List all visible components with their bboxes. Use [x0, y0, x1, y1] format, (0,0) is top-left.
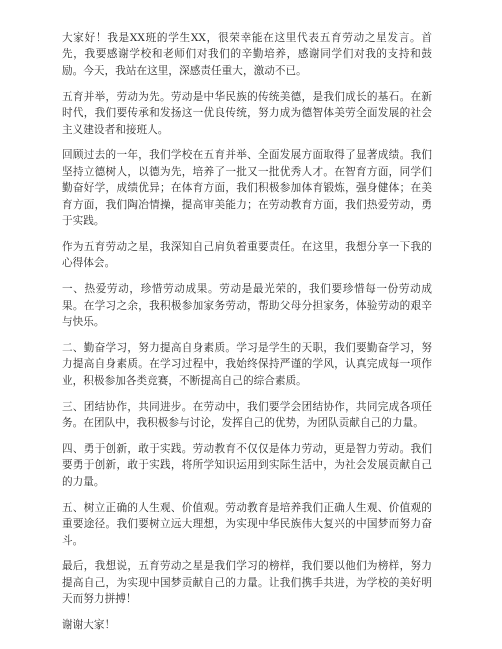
paragraph-thanks: 谢谢大家！: [62, 619, 116, 632]
paragraph-labor-first: 五育并举，劳动为先。劳动是中华民族的传统美德，是我们成长的基石。在新时代，我们要传承和发扬这一优良传统，努力成为德智体美劳全面发展的社会主义建设者和接班人。: [62, 90, 432, 136]
paragraph-conclusion: 最后，我想说，五育劳动之星是我们学习的榜样，我们要以他们为榜样，努力提高自己，为实现中国梦贡献自己的力量。让我们携手共进，为学校的美好明天而努力拼搏！: [62, 560, 432, 606]
paragraph-responsibility: 作为五育劳动之星，我深知自己肩负着重要责任。在这里，我想分享一下我的心得体会。: [62, 240, 432, 270]
paragraph-point-3: 三、团结协作，共同进步。在劳动中，我们要学会团结协作，共同完成各项任务。在团队中，我积极参与讨论，发挥自己的优势，为团队贡献自己的力量。: [62, 400, 432, 430]
paragraph-point-1: 一、热爱劳动，珍惜劳动成果。劳动是最光荣的，我们要珍惜每一份劳动成果。在学习之余，我积极参加家务劳动，帮助父母分担家务，体验劳动的艰辛与快乐。: [62, 283, 432, 329]
paragraph-review: 回顾过去的一年，我们学校在五育并举、全面发展方面取得了显著成绩。我们坚持立德树人，以德为先，培养了一批又一批优秀人才。在智育方面，同学们勤奋好学，成绩优异；在体育方面，我们积极参加体育锻炼，强身健体；在美育方面，我们陶冶情操，提高审美能力；在劳动教育方面，我们热爱劳动，勇于实践。: [62, 149, 432, 228]
paragraph-point-5: 五、树立正确的人生观、价值观。劳动教育是培养我们正确人生观、价值观的重要途径。我们要树立远大理想，为实现中华民族伟大复兴的中国梦而努力奋斗。: [62, 501, 432, 547]
paragraph-greeting: 大家好！我是XX班的学生XX，很荣幸能在这里代表五育劳动之星发言。首先，我要感谢学校和老师们对我们的辛勤培养，感谢同学们对我的支持和鼓励。今天，我站在这里，深感责任重大，激动不已。: [62, 32, 432, 77]
paragraph-point-2: 二、勤奋学习，努力提高自身素质。学习是学生的天职，我们要勤奋学习，努力提高自身素质。在学习过程中，我始终保持严谨的学风，认真完成每一项作业，积极参加各类竞赛，不断提高自己的综合素质。: [62, 342, 432, 387]
paragraph-point-4: 四、勇于创新，敢于实践。劳动教育不仅仅是体力劳动，更是智力劳动。我们要勇于创新，敢于实践，将所学知识运用到实际生活中，为社会发展贡献自己的力量。: [62, 443, 432, 488]
